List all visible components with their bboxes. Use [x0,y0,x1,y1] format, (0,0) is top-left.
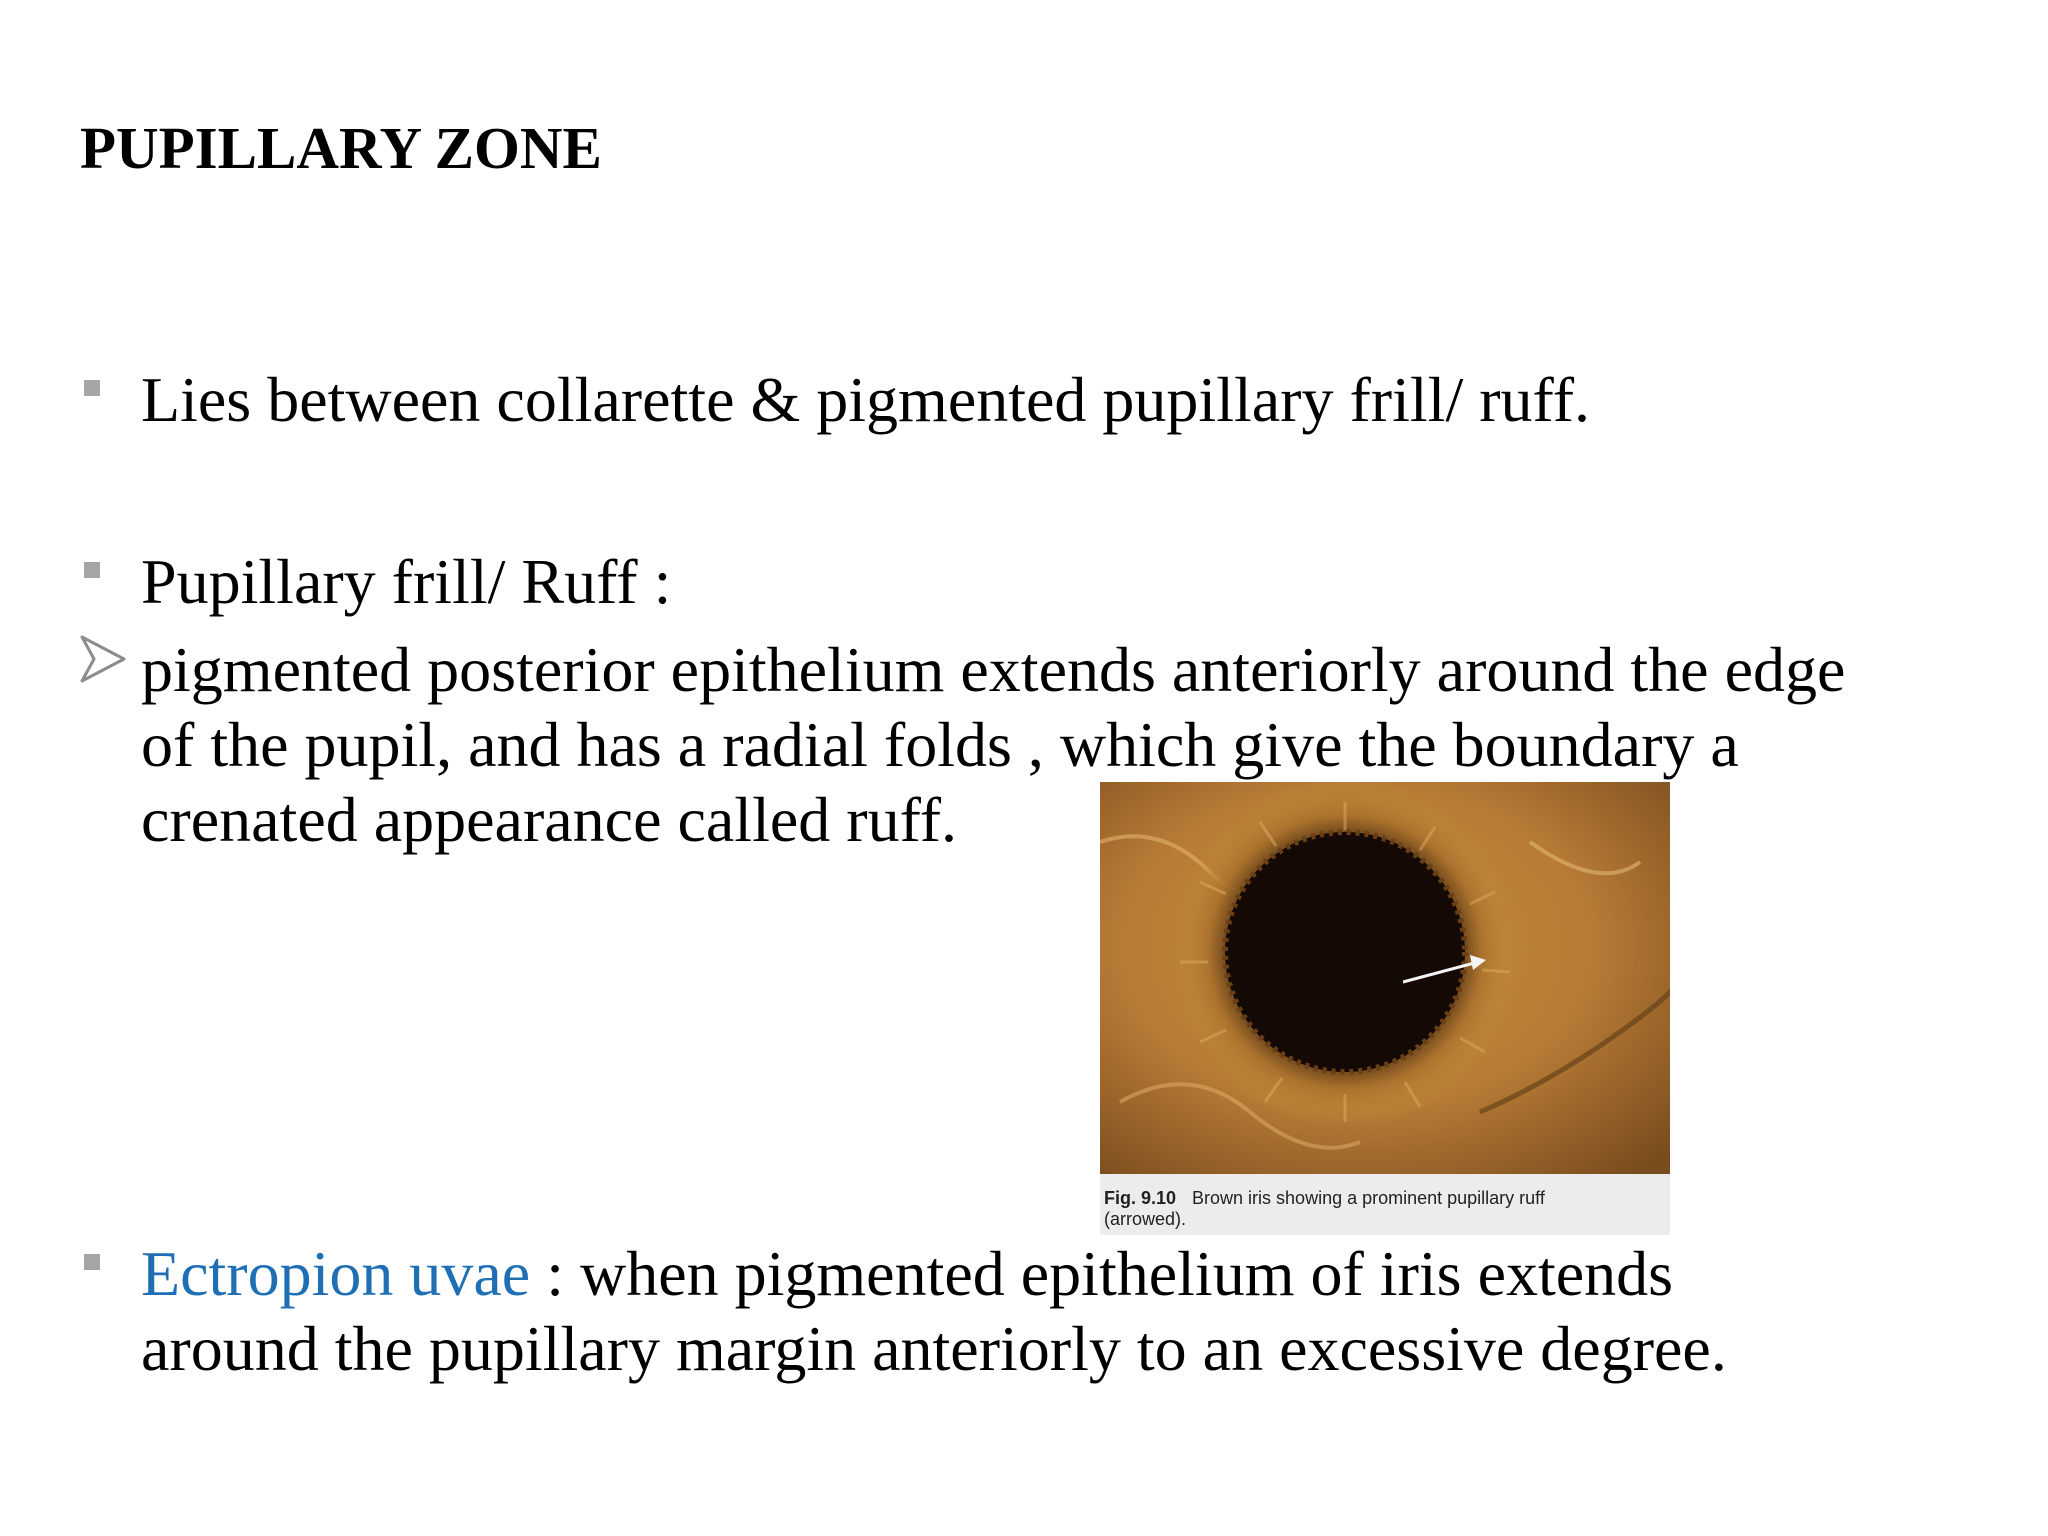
figure-label: Fig. 9.10 [1104,1188,1177,1208]
figure-caption [1104,1188,1664,1230]
bullet-pupillary-frill: Pupillary frill/ Ruff : [141,546,672,617]
bullet-ectropion-line-2: around the pupillary margin anteriorly to an excessive degree. [141,1313,1727,1384]
bullet-lies-between: Lies between collarette & pigmented pupillary frill/ ruff. [141,364,1590,435]
ectropion-uvae-term: Ectropion uvae [141,1238,531,1309]
square-bullet-icon [84,380,100,396]
arrow-bullet-icon [78,633,130,685]
sub-bullet-line-3: crenated appearance called ruff. [141,784,958,855]
sub-bullet-line-1: pigmented posterior epithelium extends anteriorly around the edge [141,634,1846,705]
slide-title: PUPILLARY ZONE [80,115,602,181]
square-bullet-icon [84,562,100,578]
square-bullet-icon [84,1254,100,1270]
ectropion-definition: : when pigmented epithelium of iris extends [530,1238,1674,1309]
iris-figure [1100,782,1670,1235]
sub-bullet-line-2: of the pupil, and has a radial folds , which give the boundary a [141,709,1739,780]
bullet-ectropion-line-1 [141,1236,1673,1311]
figure-caption-line2: (arrowed). [1104,1209,1187,1229]
iris-photo-icon [1100,782,1670,1174]
figure-caption-text: Brown iris showing a prominent pupillary ruff [1192,1188,1545,1208]
